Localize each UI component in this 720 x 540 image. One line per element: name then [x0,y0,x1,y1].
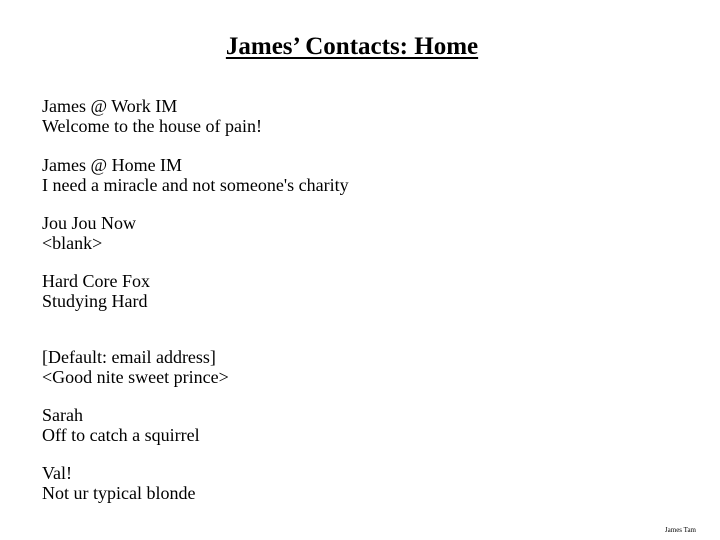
contact-status: <blank> [42,232,103,253]
contact-entry-james-home[interactable] [42,156,349,195]
footer-author: James Tam [664,526,696,534]
contact-name: Sarah [42,405,83,425]
contact-name: Hard Core Fox [42,271,150,291]
contact-status: I need a miracle and not someone's charity [42,174,349,195]
contact-status: Welcome to the house of pain! [42,115,262,136]
contact-entry-default-email[interactable] [42,348,229,387]
contact-status: <Good nite sweet prince> [42,366,229,387]
contact-entry-jou-jou[interactable] [42,214,136,253]
contact-status: Studying Hard [42,290,148,311]
contact-entry-val[interactable] [42,464,195,503]
contact-status: Off to catch a squirrel [42,424,200,445]
contact-status: Not ur typical blonde [42,482,196,503]
page-title: James’ Contacts: Home [225,33,479,60]
contact-entry-hard-core-fox[interactable] [42,272,150,311]
contact-name: James @ Work IM [42,96,178,116]
contact-name: Jou Jou Now [42,213,137,233]
contact-name: James @ Home IM [42,155,183,175]
contact-entry-sarah[interactable] [42,406,200,445]
contact-name: [Default: email address] [42,347,216,367]
contact-name: Val! [42,463,72,483]
contact-entry-james-work[interactable] [42,97,262,136]
